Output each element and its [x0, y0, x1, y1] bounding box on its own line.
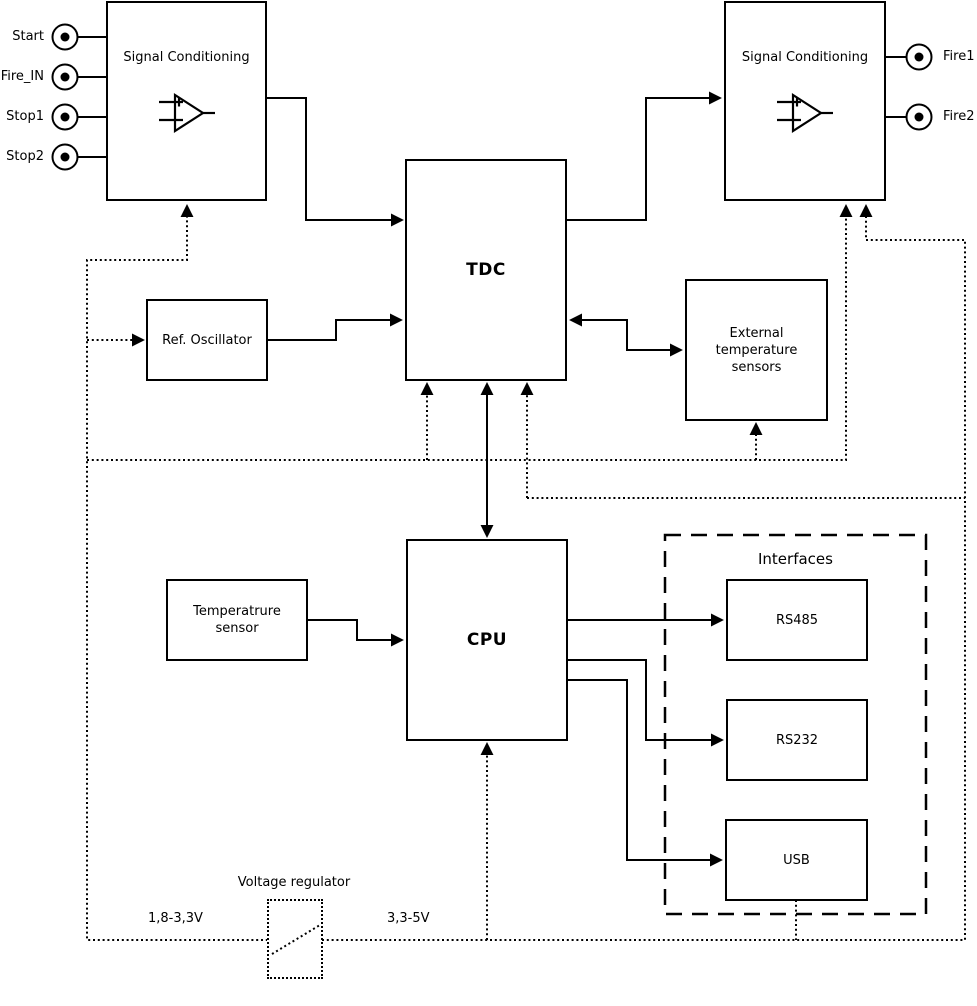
block-label: Signal Conditioning	[123, 50, 250, 65]
block-rs485	[726, 579, 868, 661]
block-label: Signal Conditioning	[741, 50, 869, 65]
connector-label-fire2: Fire2	[943, 109, 975, 124]
block-signal-conditioning-right	[724, 1, 886, 201]
block-label: Temperatrure sensor	[193, 604, 281, 636]
opamp-icon	[157, 91, 217, 135]
block-signal-conditioning-left	[106, 1, 267, 201]
voltage-output-label: 3,3-5V	[387, 911, 430, 926]
block-usb	[725, 819, 868, 901]
line-cpu-to-rs232	[567, 660, 722, 740]
coax-connector-icon	[53, 25, 78, 50]
coax-connector-icon	[53, 105, 78, 130]
voltage-input-label: 1,8-3,3V	[148, 911, 203, 926]
block-cpu	[406, 539, 568, 741]
connector-label-stop1: Stop1	[6, 109, 44, 124]
block-label: Ref. Oscillator	[162, 332, 252, 348]
line-tdc-to-scright	[566, 98, 720, 220]
connector-label-stop2: Stop2	[6, 149, 44, 164]
coax-connector-icon	[53, 145, 78, 170]
line-tdc-exttemp-bidirectional	[571, 320, 681, 350]
block-rs232	[726, 699, 868, 781]
block-label: CPU	[466, 629, 508, 650]
connector-label-start: Start	[12, 29, 44, 44]
line-scleft-to-tdc	[267, 98, 402, 220]
block-external-temp-sensors	[685, 279, 828, 421]
line-refosc-to-tdc	[267, 320, 401, 340]
block-label: RS232	[775, 732, 819, 748]
block-label: External temperature sensors	[715, 325, 798, 375]
block-ref-oscillator	[146, 299, 268, 381]
block-label: RS485	[775, 612, 819, 628]
line-tempsensor-to-cpu	[307, 620, 402, 640]
connector-label-fire1: Fire1	[943, 49, 975, 64]
block-tdc	[405, 159, 567, 381]
coax-connector-icon	[907, 45, 932, 70]
block-label: USB	[783, 852, 810, 868]
block-label: TDC	[466, 259, 506, 280]
coax-connector-icon	[53, 65, 78, 90]
interfaces-group-title: Interfaces	[758, 550, 833, 568]
connector-label-fire-in: Fire_IN	[0, 69, 44, 84]
coax-connector-icon	[907, 105, 932, 130]
voltage-regulator-label: Voltage regulator	[237, 875, 351, 890]
line-cpu-to-usb	[567, 680, 721, 860]
block-temperature-sensor	[166, 579, 308, 661]
block-voltage-regulator	[267, 899, 323, 979]
opamp-icon	[775, 91, 835, 135]
